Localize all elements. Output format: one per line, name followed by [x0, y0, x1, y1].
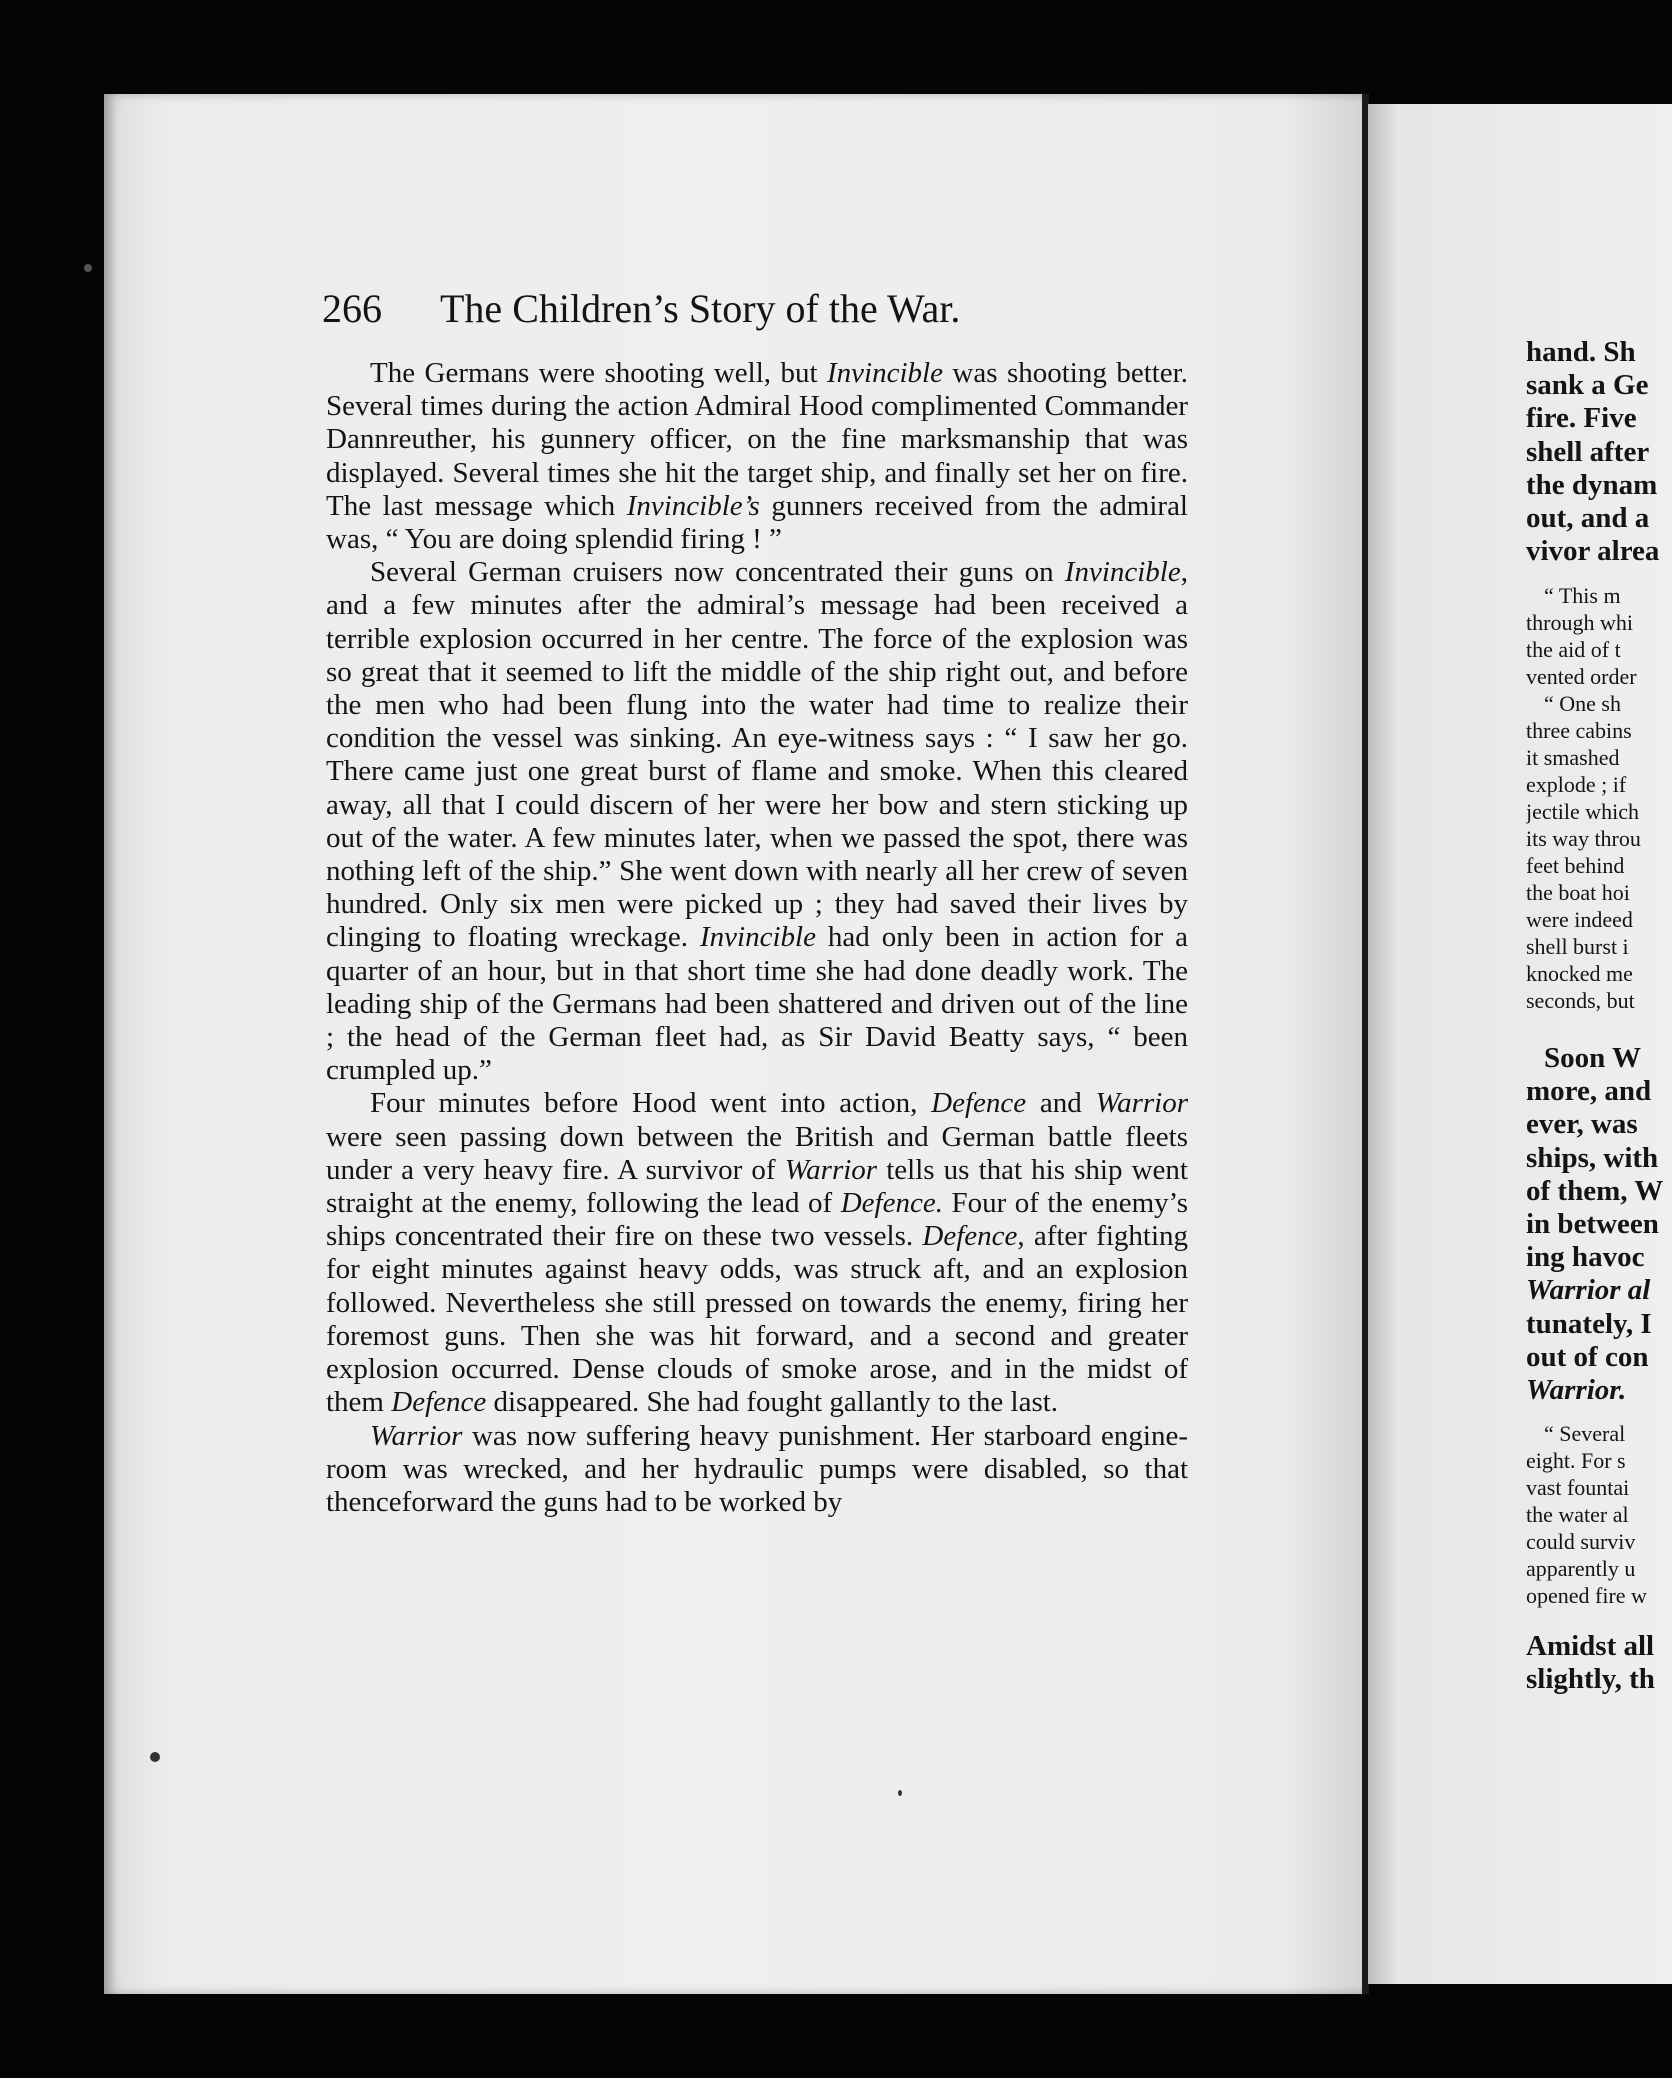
text-run: were seen passing down between the British and German battle fleets under a very heavy fire. A survivor of	[326, 1120, 1188, 1186]
right-page-line: through whi	[1526, 610, 1633, 635]
right-page-line: eight. For s	[1526, 1448, 1626, 1473]
italic-ship-name: Defence	[391, 1386, 487, 1419]
text-run: and	[1026, 1087, 1096, 1120]
right-block-3	[1526, 1042, 1672, 1407]
scan-speck	[150, 1752, 160, 1762]
right-page-line: its way throu	[1526, 826, 1641, 851]
paragraph	[326, 1420, 1188, 1520]
right-page-line: ships, with	[1526, 1141, 1659, 1174]
text-run: Four of the enemy’s ships concentrated their fire on these two vessels.	[326, 1187, 1189, 1253]
right-page-line: ever, was	[1526, 1108, 1638, 1141]
right-page-line: out, and a	[1526, 502, 1650, 535]
right-page-line: “ One sh	[1544, 691, 1621, 716]
right-page-line: vast fountai	[1526, 1475, 1630, 1500]
right-page-line: feet behind	[1526, 853, 1625, 878]
right-page-line: the boat hoi	[1526, 880, 1630, 905]
italic-ship-name: Warrior	[1095, 1087, 1188, 1120]
right-page-line: shell burst i	[1526, 934, 1629, 959]
right-page-line: explode ; if	[1526, 772, 1627, 797]
right-page-line: “ Several	[1544, 1421, 1626, 1446]
text-run: had only been in action for a quarter of an hour, but in that short time she had done deadly work. The leading ship of the Germans had been shattered and driven out of the line ; the head of the German fleet had, as Sir David Beatty says, “ been crumpled up.”	[326, 921, 1189, 1087]
italic-ship-name: Invincible	[1064, 556, 1181, 589]
running-header	[322, 282, 1222, 336]
right-page-line: knocked me	[1526, 961, 1633, 986]
running-title: The Children’s Story of the War.	[440, 286, 961, 331]
right-page-line: “ This m	[1544, 583, 1621, 608]
right-page-line: the aid of t	[1526, 637, 1621, 662]
italic-ship-name: Defence.	[840, 1187, 943, 1220]
right-page-line: seconds, but	[1526, 988, 1635, 1013]
scan-speck	[898, 1790, 902, 1796]
italic-ship-name: Defence	[931, 1087, 1027, 1120]
right-page-line: apparently u	[1526, 1556, 1636, 1581]
text-run: disappeared. She had fought gallantly to the last.	[486, 1386, 1059, 1419]
right-page-line: opened fire w	[1526, 1583, 1647, 1608]
right-page-line: vented order	[1526, 664, 1637, 689]
italic-ship-name: Invincible’s	[626, 489, 760, 522]
right-page-line: more, and	[1526, 1075, 1652, 1108]
paragraph	[326, 556, 1188, 1087]
page-number: 266	[322, 286, 382, 331]
italic-ship-name: Warrior	[784, 1153, 878, 1186]
right-page-line: Soon W	[1544, 1042, 1641, 1074]
text-run: , after fighting for eight minutes against heavy odds, was struck aft, and an explosion followed. Nevertheless she still pressed on towards the enemy, firing her foremost guns. Then she was hit forward, and a second and greater explosion occurred. Dense clouds of smoke arose, and in the midst of them	[326, 1220, 1188, 1419]
right-page-line: were indeed	[1526, 907, 1633, 932]
body-text	[326, 357, 1188, 1519]
right-page-line: it smashed	[1526, 745, 1620, 770]
right-page-line: Amidst all	[1526, 1630, 1655, 1662]
italic-ship-name: Warrior	[370, 1419, 463, 1452]
italic-ship-name: Defence	[922, 1220, 1018, 1253]
text-run: gunners received from the admiral was, “ You are doing splendid firing ! ”	[326, 489, 1188, 556]
right-page-line: slightly, th	[1526, 1663, 1655, 1696]
right-page-line: sank a Ge	[1526, 369, 1649, 402]
right-page-line: fire. Five	[1526, 402, 1637, 435]
text-run: tells us that his ship went straight at the enemy, following the lead of	[326, 1153, 1188, 1220]
right-page-line: tunately, I	[1526, 1307, 1652, 1340]
right-page-line: hand. Sh	[1526, 336, 1636, 368]
right-page-line: vivor alrea	[1526, 535, 1660, 568]
right-block-4-quote	[1526, 1420, 1672, 1609]
text-run: The Germans were shooting well, but	[370, 357, 827, 389]
text-run: Four minutes before Hood went into action,	[370, 1087, 932, 1120]
right-page-line: Warrior al	[1526, 1274, 1651, 1307]
paragraph	[326, 357, 1188, 556]
text-run: Several German cruisers now concentrated their guns on	[370, 556, 1065, 589]
text-run: , and a few minutes after the admiral’s message had been received a terrible explosion occurred in her centre. The force of the explosion was so great that it seemed to lift the middle of the ship right out, and before the men who had been flung into the water had time to realize their condition the vessel was sinking. An eye-witness says : “ I saw her go. There came just one great burst of flame and smoke. When this cleared away, all that I could discern of her were her bow and stern sticking up out of the water. A few minutes later, when we passed the spot, there was nothing left of the ship.” She went down with nearly all her crew of seven hundred. Only six men were picked up ; they had saved their lives by clinging to floating wreckage.	[326, 556, 1188, 954]
right-page-line: ing havoc	[1526, 1241, 1645, 1274]
right-block-5	[1526, 1630, 1672, 1696]
right-page-line: out of con	[1526, 1340, 1649, 1373]
right-page-line: the dynam	[1526, 468, 1658, 501]
italic-ship-name: Invincible	[700, 921, 816, 954]
right-block-2-quote	[1526, 582, 1672, 1014]
right-page-line: in between	[1526, 1208, 1659, 1241]
scan-speck	[84, 264, 92, 272]
right-page-line: could surviv	[1526, 1529, 1636, 1554]
right-page-line: jectile which	[1526, 799, 1640, 824]
right-page-line: the water al	[1526, 1502, 1629, 1527]
right-block-1	[1526, 336, 1672, 568]
right-page-fragments	[1526, 336, 1672, 1836]
right-page-line: shell after	[1526, 435, 1650, 468]
paragraph	[326, 1087, 1188, 1419]
italic-ship-name: Invincible	[827, 357, 943, 389]
right-page-line: of them, W	[1526, 1174, 1664, 1207]
text-run: was shooting better. Several times during the action Admiral Hood complimented Commander Dannreuther, his gunnery officer, on the fine marksmanship that was displayed. Several times she hit the target ship, and finally set her on fire. The last message which	[326, 357, 1188, 522]
text-run: was now suffering heavy punishment. Her starboard engine-room was wrecked, and her hydraulic pumps were disabled, so that thenceforward the guns had to be worked by	[326, 1419, 1188, 1518]
right-page-line: three cabins	[1526, 718, 1632, 743]
right-page-line: Warrior.	[1526, 1374, 1627, 1407]
